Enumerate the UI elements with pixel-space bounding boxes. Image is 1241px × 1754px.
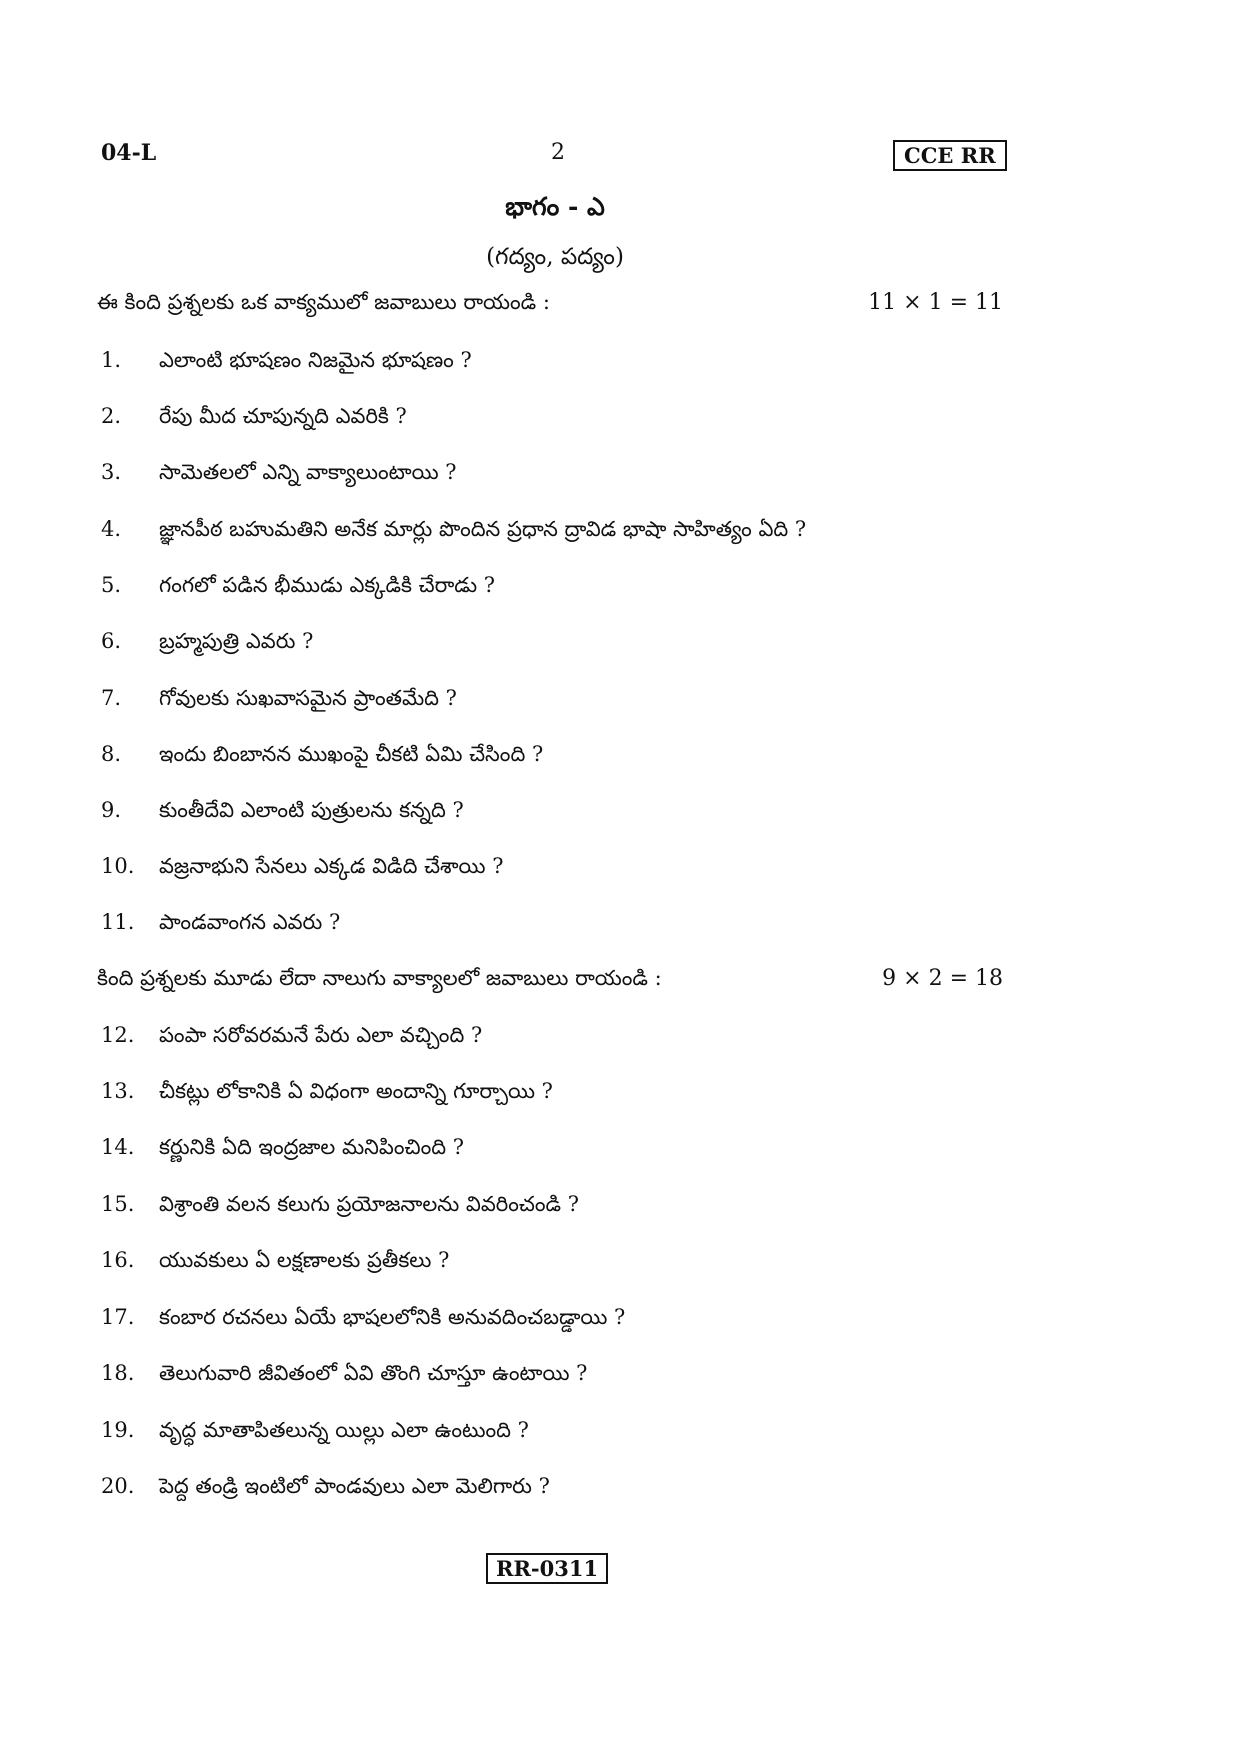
question-item	[101, 1079, 553, 1109]
question-item	[101, 1023, 482, 1053]
question-item	[101, 629, 313, 659]
question-number: 20.	[101, 1474, 135, 1498]
question-item	[101, 910, 340, 940]
question-number: 1.	[101, 348, 122, 372]
question-item	[101, 1192, 579, 1222]
question-number: 16.	[101, 1248, 135, 1272]
question-number: 18.	[101, 1361, 135, 1385]
question-item	[101, 742, 543, 772]
question-text: జ్ఞానపీఠ బహుమతిని అనేక మార్లు పొందిన ప్రధాన ద్రావిడ భాషా సాహిత్యం ఏది ?	[159, 517, 807, 541]
part1-marks: 11 × 1 = 11	[868, 290, 1003, 315]
question-item	[101, 348, 472, 378]
question-text: పాండవాంగన ఎవరు ?	[159, 910, 341, 934]
section-title: భాగం - ఎ	[505, 192, 605, 221]
question-number: 8.	[101, 742, 122, 766]
question-text: పెద్ద తండ్రి ఇంటిలో పాండవులు ఎలా మెలిగారు ?	[159, 1474, 550, 1498]
question-text: కర్ణునికి ఏది ఇంద్రజాల మనిపించింది ?	[159, 1135, 464, 1159]
part2-marks: 9 × 2 = 18	[882, 966, 1003, 991]
question-number: 19.	[101, 1418, 135, 1442]
question-item	[101, 1248, 449, 1278]
question-number: 3.	[101, 460, 122, 484]
part1-instruction: ఈ కింది ప్రశ్నలకు ఒక వాక్యములో జవాబులు రాయండి :	[97, 290, 550, 314]
question-text: ఎలాంటి భూషణం నిజమైన భూషణం ?	[159, 348, 472, 372]
question-text: రేపు మీద చూపున్నది ఎవరికి ?	[159, 404, 407, 428]
section-subtitle: (గద్యం, పద్యం)	[486, 244, 624, 270]
series-code-box: CCE RR	[893, 140, 1007, 171]
question-item	[101, 1474, 550, 1504]
footer-code-box: RR-0311	[486, 1553, 608, 1584]
question-text: పంపా సరోవరమనే పేరు ఎలా వచ్చింది ?	[159, 1023, 483, 1047]
question-item	[101, 517, 806, 547]
question-item	[101, 404, 407, 434]
question-number: 2.	[101, 404, 122, 428]
question-number: 17.	[101, 1305, 135, 1329]
question-number: 14.	[101, 1135, 135, 1159]
page-number: 2	[551, 140, 565, 165]
question-text: కుంతీదేవి ఎలాంటి పుత్రులను కన్నది ?	[159, 798, 464, 822]
question-text: సామెతలలో ఎన్ని వాక్యాలుంటాయి ?	[159, 460, 457, 484]
question-text: చీకట్లు లోకానికి ఏ విధంగా అందాన్ని గూర్చాయి ?	[159, 1079, 553, 1103]
question-number: 13.	[101, 1079, 135, 1103]
question-text: గోవులకు సుఖవాసమైన ప్రాంతమేది ?	[159, 686, 457, 710]
part2-instruction: కింది ప్రశ్నలకు మూడు లేదా నాలుగు వాక్యాలలో జవాబులు రాయండి :	[97, 966, 662, 990]
question-number: 7.	[101, 686, 122, 710]
question-item	[101, 1418, 529, 1448]
question-text: తెలుగువారి జీవితంలో ఏవి తొంగి చూస్తూ ఉంటాయి ?	[159, 1361, 588, 1385]
question-text: గంగలో పడిన భీముడు ఎక్కడికి చేరాడు ?	[159, 573, 496, 597]
question-item	[101, 686, 457, 716]
question-item	[101, 854, 504, 884]
question-number: 15.	[101, 1192, 135, 1216]
question-item	[101, 798, 464, 828]
question-item	[101, 1305, 625, 1335]
paper-code: 04-L	[101, 140, 157, 166]
question-text: విశ్రాంతి వలన కలుగు ప్రయోజనాలను వివరించండి ?	[159, 1192, 579, 1216]
question-item	[101, 460, 457, 490]
question-item	[101, 1361, 587, 1391]
question-number: 9.	[101, 798, 122, 822]
question-text: యువకులు ఏ లక్షణాలకు ప్రతీకలు ?	[159, 1248, 450, 1272]
question-text: ఇందు బింబానన ముఖంపై చీకటి ఏమి చేసింది ?	[159, 742, 544, 766]
question-text: వృద్ధ మాతాపితలున్న యిల్లు ఎలా ఉంటుంది ?	[159, 1418, 529, 1442]
question-number: 4.	[101, 517, 122, 541]
question-text: కంబార రచనలు ఏయే భాషలలోనికి అనువదించబడ్డాయి ?	[159, 1305, 626, 1329]
question-number: 5.	[101, 573, 122, 597]
question-item	[101, 1135, 464, 1165]
question-number: 11.	[101, 910, 135, 934]
question-number: 10.	[101, 854, 135, 878]
question-number: 12.	[101, 1023, 135, 1047]
question-text: బ్రహ్మపుత్రి ఎవరు ?	[159, 629, 314, 653]
question-text: వజ్రనాభుని సేనలు ఎక్కడ విడిది చేశాయి ?	[159, 854, 504, 878]
question-number: 6.	[101, 629, 122, 653]
question-item	[101, 573, 495, 603]
